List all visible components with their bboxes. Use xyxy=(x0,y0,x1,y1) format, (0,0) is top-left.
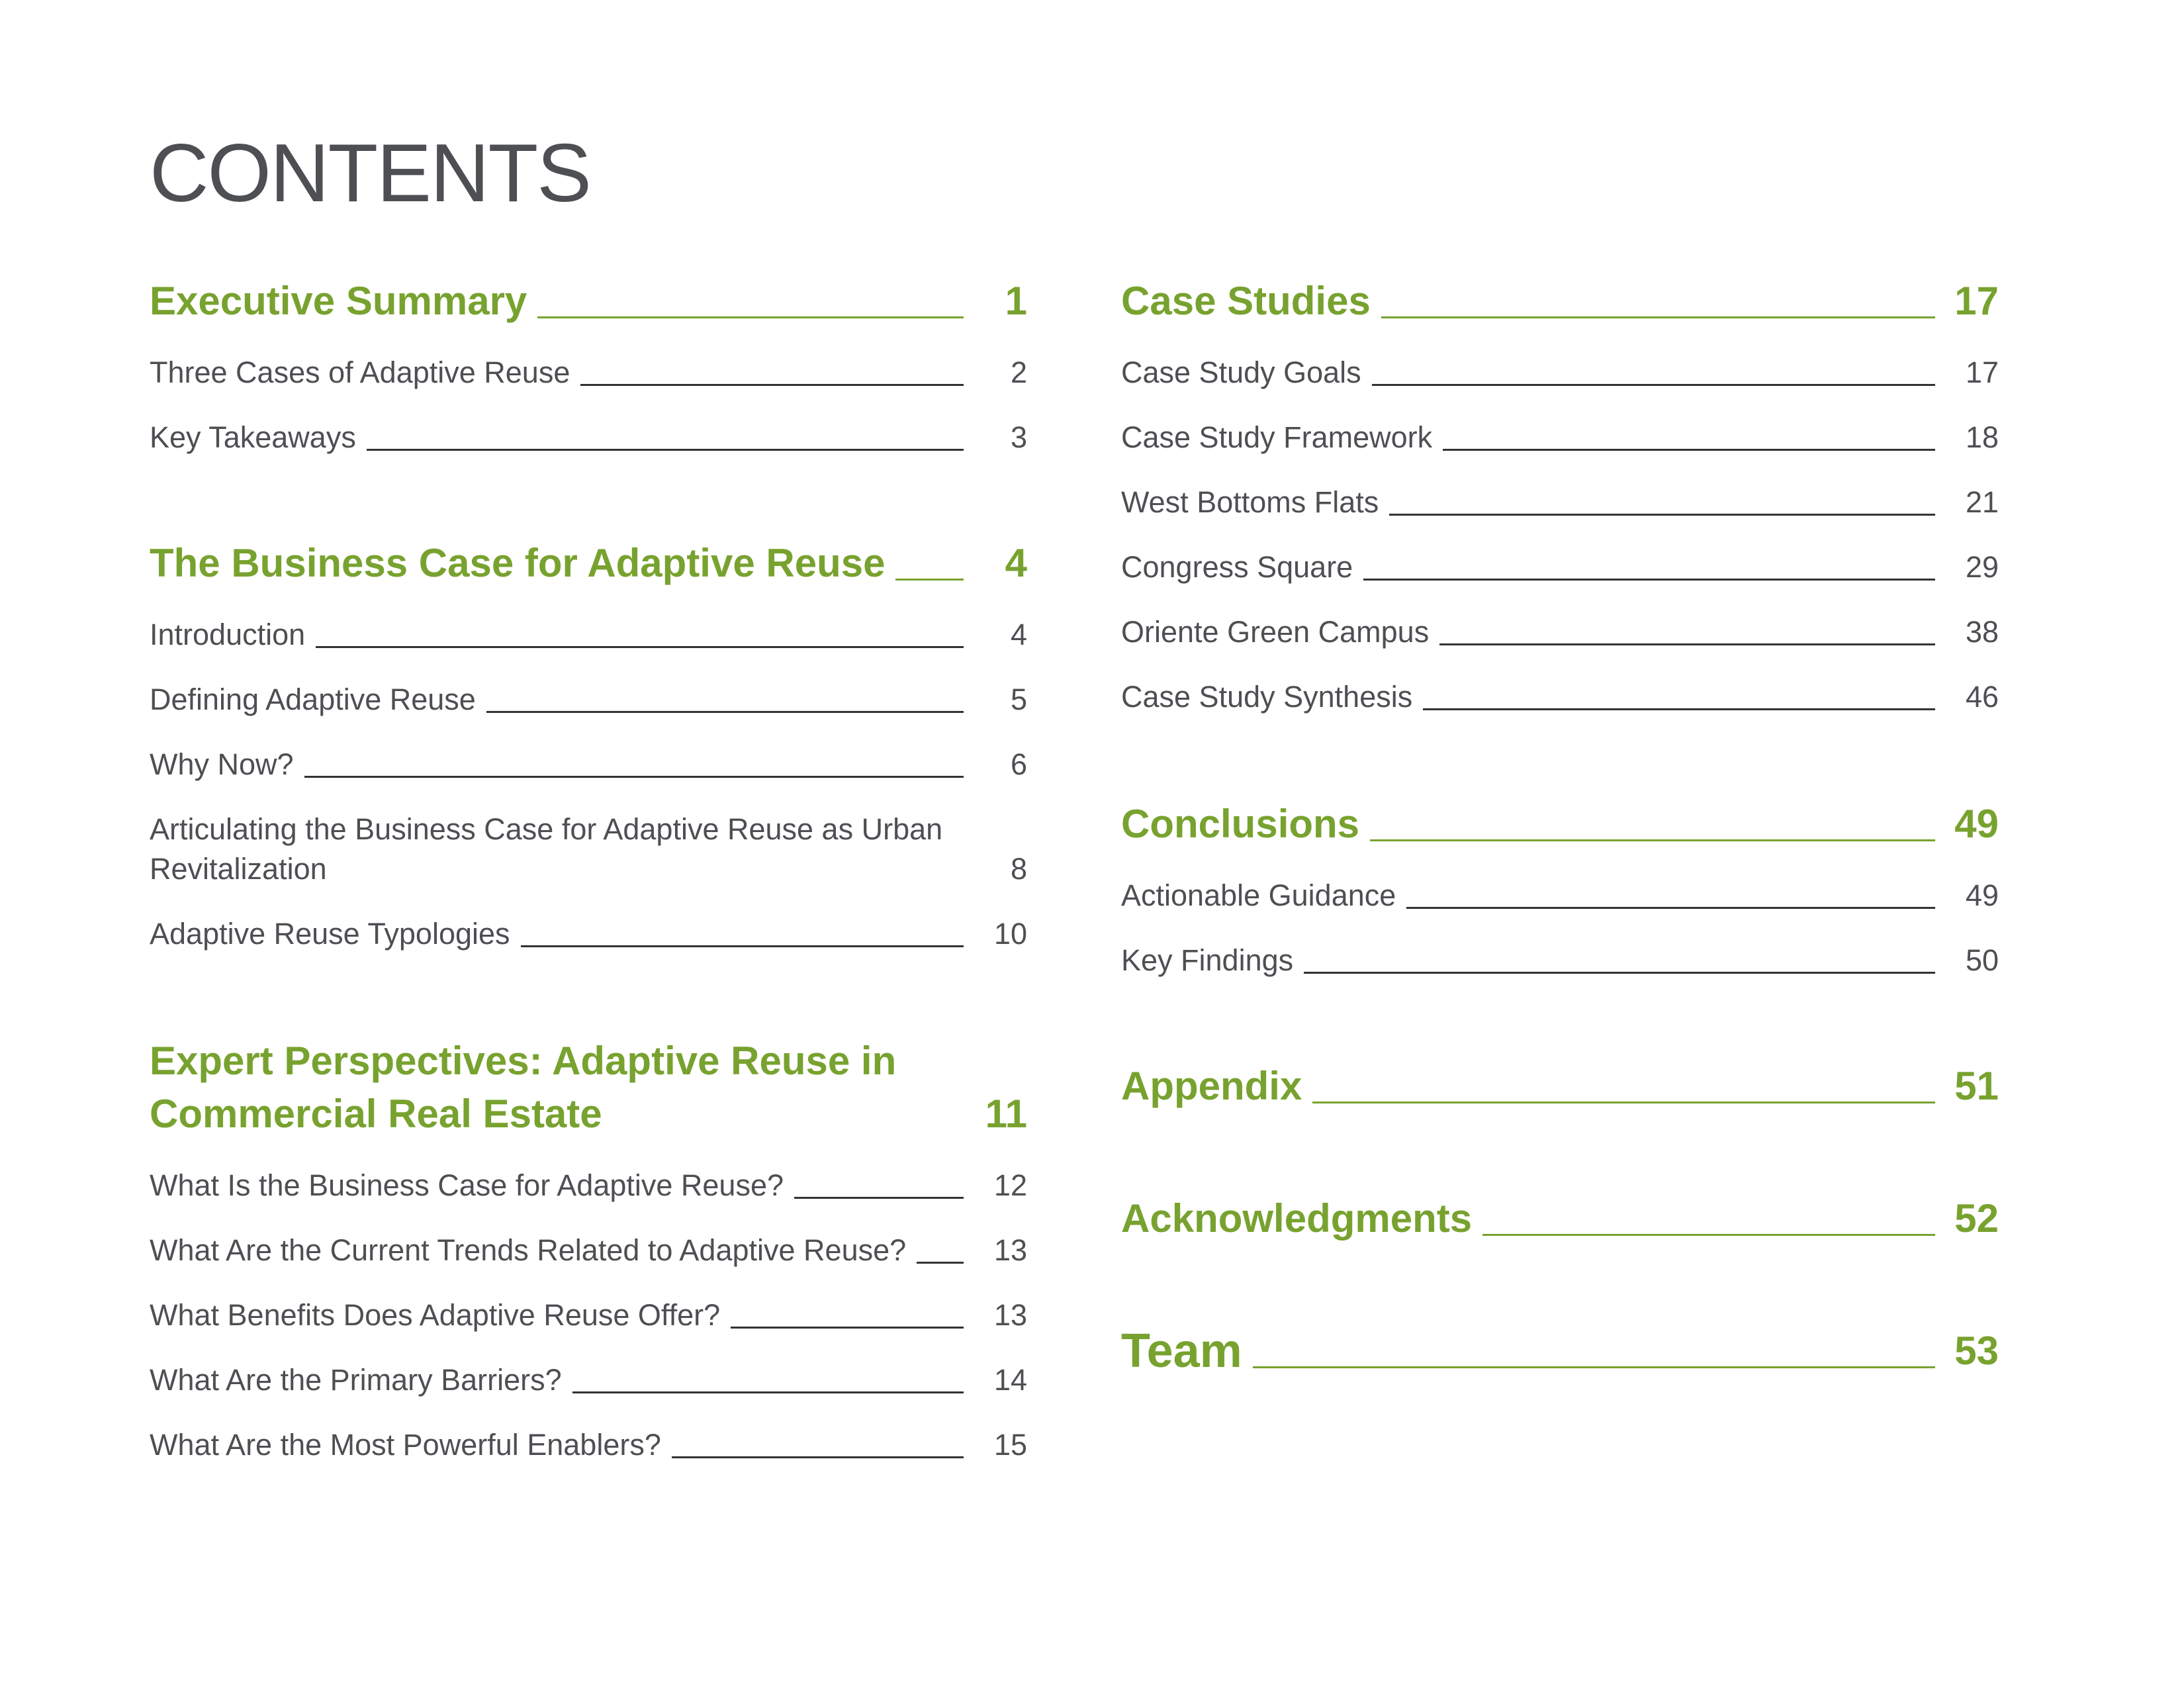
entry-page-number: 6 xyxy=(1010,747,1027,781)
toc-section-expert-perspectives[interactable] xyxy=(150,1035,1027,1141)
entry-title: Articulating the Business Case for Adaptive Reuse as Urban Revitalization xyxy=(150,812,943,886)
toc-entry[interactable] xyxy=(1121,876,1999,915)
section-spacer xyxy=(1121,717,1999,798)
entry-page-number: 18 xyxy=(1965,420,1999,454)
entry-title: Key Findings xyxy=(1121,943,1294,977)
entry-title: What Are the Current Trends Related to Adaptive Reuse? xyxy=(150,1233,907,1267)
section-title: Executive Summary xyxy=(150,279,527,323)
leader-line xyxy=(1370,839,1935,841)
entry-title: What Is the Business Case for Adaptive Reuse? xyxy=(150,1168,784,1202)
leader-line xyxy=(1443,449,1935,451)
leader-line xyxy=(794,1197,964,1199)
entry-page-number: 10 xyxy=(993,917,1027,951)
entry-title: What Benefits Does Adaptive Reuse Offer? xyxy=(150,1298,721,1332)
toc-section-team[interactable] xyxy=(1121,1325,1999,1378)
leader-line xyxy=(1381,316,1935,318)
toc-section-executive-summary[interactable] xyxy=(150,275,1027,328)
section-spacer xyxy=(1121,1245,1999,1325)
toc-entry[interactable] xyxy=(150,680,1027,720)
leader-line xyxy=(1253,1366,1935,1368)
toc-right-column xyxy=(1121,275,1999,1378)
entry-page-number: 17 xyxy=(1965,355,1999,389)
entry-page-number: 29 xyxy=(1965,550,1999,584)
section-page-number: 4 xyxy=(1005,541,1027,585)
entry-page-number: 46 xyxy=(1965,680,1999,714)
entry-title: West Bottoms Flats xyxy=(1121,485,1379,519)
section-spacer xyxy=(1121,980,1999,1060)
entry-title: Case Study Framework xyxy=(1121,420,1433,454)
toc-section-appendix[interactable] xyxy=(1121,1060,1999,1113)
entry-title: Case Study Synthesis xyxy=(1121,680,1413,714)
entry-title: Case Study Goals xyxy=(1121,355,1361,389)
leader-line xyxy=(1372,384,1935,386)
section-spacer xyxy=(150,954,1027,1035)
entry-title: Why Now? xyxy=(150,747,294,781)
entry-page-number: 13 xyxy=(993,1298,1027,1332)
toc-section-acknowledgments[interactable] xyxy=(1121,1192,1999,1245)
leader-line xyxy=(731,1327,964,1329)
toc-entry[interactable] xyxy=(1121,353,1999,393)
toc-entry[interactable] xyxy=(150,1295,1027,1335)
toc-entry[interactable] xyxy=(1121,677,1999,717)
section-page-number: 51 xyxy=(1954,1064,1999,1108)
leader-line xyxy=(537,316,964,318)
leader-line xyxy=(895,579,964,581)
leader-line xyxy=(521,945,964,947)
toc-section-conclusions[interactable] xyxy=(1121,798,1999,851)
leader-line xyxy=(486,711,964,713)
section-page-number: 11 xyxy=(985,1092,1027,1136)
section-title: Expert Perspectives: Adaptive Reuse in Commercial Real Estate xyxy=(150,1039,897,1136)
entry-page-number: 50 xyxy=(1965,943,1999,977)
entry-page-number: 49 xyxy=(1965,878,1999,912)
section-page-number: 53 xyxy=(1954,1329,1999,1373)
section-page-number: 49 xyxy=(1954,802,1999,846)
section-spacer xyxy=(1121,1113,1999,1192)
leader-line xyxy=(304,776,964,778)
toc-entry[interactable] xyxy=(150,615,1027,655)
section-title: Conclusions xyxy=(1121,802,1360,846)
entry-page-number: 15 xyxy=(993,1428,1027,1462)
entry-page-number: 3 xyxy=(1010,420,1027,454)
entry-title: Introduction xyxy=(150,618,306,651)
toc-entry[interactable] xyxy=(150,810,1027,889)
toc-section-business-case[interactable] xyxy=(150,537,1027,590)
entry-title: Congress Square xyxy=(1121,550,1353,584)
entry-title: What Are the Most Powerful Enablers? xyxy=(150,1428,661,1462)
section-page-number: 17 xyxy=(1954,279,1999,323)
toc-entry[interactable] xyxy=(1121,547,1999,587)
toc-section-case-studies[interactable] xyxy=(1121,275,1999,328)
entry-page-number: 21 xyxy=(1965,485,1999,519)
leader-line xyxy=(1363,579,1935,581)
leader-line xyxy=(1482,1234,1935,1236)
entry-page-number: 13 xyxy=(993,1233,1027,1267)
entry-page-number: 12 xyxy=(993,1168,1027,1202)
entry-page-number: 5 xyxy=(1010,682,1027,716)
leader-line xyxy=(1304,972,1935,974)
section-title: Appendix xyxy=(1121,1064,1302,1108)
leader-line xyxy=(1439,643,1935,645)
leader-line xyxy=(917,1262,964,1264)
section-title: Acknowledgments xyxy=(1121,1196,1473,1241)
toc-entry[interactable] xyxy=(150,1231,1027,1270)
leader-line xyxy=(1423,708,1935,710)
section-page-number: 52 xyxy=(1954,1196,1999,1241)
section-title: Case Studies xyxy=(1121,279,1371,323)
toc-entry[interactable] xyxy=(150,418,1027,457)
toc-entry[interactable] xyxy=(1121,941,1999,980)
toc-left-column xyxy=(150,275,1027,1465)
entry-page-number: 4 xyxy=(1010,618,1027,651)
entry-title: Three Cases of Adaptive Reuse xyxy=(150,355,570,389)
leader-line xyxy=(572,1391,964,1393)
entry-title: Adaptive Reuse Typologies xyxy=(150,917,510,951)
toc-entry[interactable] xyxy=(150,914,1027,954)
section-spacer xyxy=(150,457,1027,537)
entry-title: Actionable Guidance xyxy=(1121,878,1396,912)
entry-title: What Are the Primary Barriers? xyxy=(150,1363,562,1397)
toc-entry[interactable] xyxy=(1121,418,1999,457)
leader-line xyxy=(367,449,964,451)
leader-line xyxy=(580,384,964,386)
entry-title: Key Takeaways xyxy=(150,420,356,454)
toc-entry[interactable] xyxy=(150,1425,1027,1465)
toc-entry[interactable] xyxy=(150,1166,1027,1205)
leader-line xyxy=(316,646,964,648)
section-title: Team xyxy=(1121,1325,1242,1378)
section-page-number: 1 xyxy=(1005,279,1027,323)
page-title: CONTENTS xyxy=(150,128,590,219)
entry-title: Oriente Green Campus xyxy=(1121,615,1430,649)
section-title: The Business Case for Adaptive Reuse xyxy=(150,541,886,585)
entry-page-number: 2 xyxy=(1010,355,1027,389)
toc-entry[interactable] xyxy=(150,1360,1027,1400)
leader-line xyxy=(1312,1102,1935,1103)
entry-page-number: 14 xyxy=(993,1363,1027,1397)
toc-entry[interactable] xyxy=(1121,483,1999,522)
leader-line xyxy=(672,1456,964,1458)
toc-entry[interactable] xyxy=(1121,612,1999,652)
leader-line xyxy=(1406,907,1935,909)
toc-entry[interactable] xyxy=(150,745,1027,784)
entry-title: Defining Adaptive Reuse xyxy=(150,682,476,716)
leader-line xyxy=(1389,514,1935,516)
entry-page-number: 38 xyxy=(1965,615,1999,649)
entry-page-number: 8 xyxy=(1010,852,1027,886)
toc-entry[interactable] xyxy=(150,353,1027,393)
